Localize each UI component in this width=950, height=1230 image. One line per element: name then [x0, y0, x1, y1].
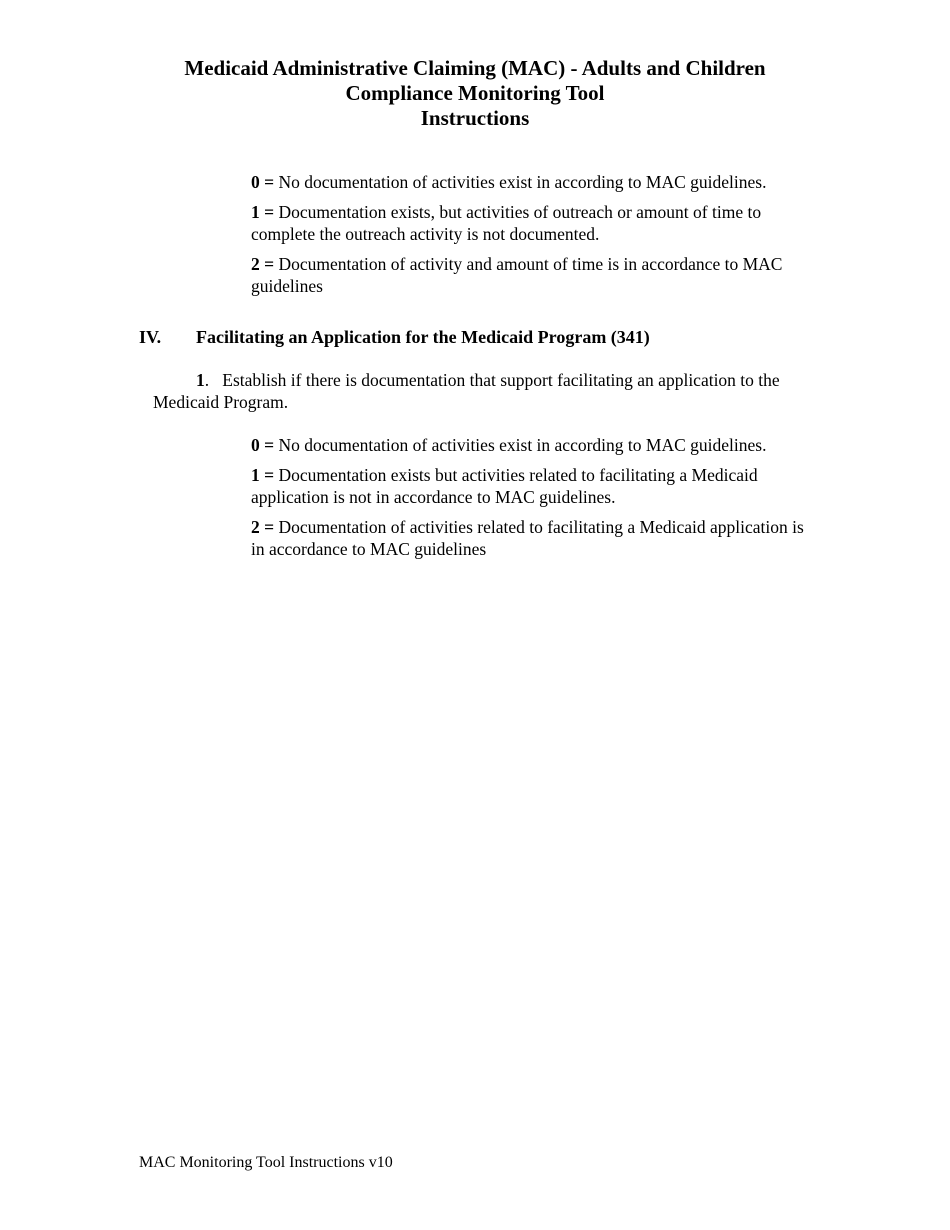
score-separator: =: [259, 517, 279, 537]
score-separator: =: [259, 202, 279, 222]
score-description: Documentation exists, but activities of outreach or amount of time to complete the outreach activity is not documented.: [251, 202, 762, 244]
section-heading: [139, 326, 839, 348]
score-description: Documentation of activities related to facilitating a Medicaid application is in accordance to MAC guidelines: [251, 517, 804, 559]
score-separator: =: [259, 172, 279, 192]
score-value: 1: [251, 465, 260, 485]
score-description: No documentation of activities exist in according to MAC guidelines.: [278, 172, 767, 192]
title-line-2: Compliance Monitoring Tool: [345, 81, 605, 105]
score-separator: =: [259, 435, 279, 455]
question-number: 1: [196, 370, 205, 390]
title-line-1: Medicaid Administrative Claiming (MAC) - Adults and Children: [184, 56, 766, 80]
question-punct: .: [204, 370, 210, 390]
prior-score-2: [251, 253, 811, 297]
score-value: 2: [251, 254, 260, 274]
score-value: 0: [251, 435, 260, 455]
document-title: [0, 56, 950, 131]
section-number: IV.: [139, 327, 162, 347]
title-line-3: Instructions: [420, 106, 530, 130]
question-item: [153, 369, 803, 413]
score-value: 0: [251, 172, 260, 192]
score-value: 2: [251, 517, 260, 537]
prior-score-0: [251, 171, 811, 193]
page-footer: MAC Monitoring Tool Instructions v10: [139, 1154, 393, 1171]
score-value: 1: [251, 202, 260, 222]
prior-score-1: [251, 201, 811, 245]
section-score-0: [251, 434, 811, 456]
section-title: Facilitating an Application for the Medicaid Program (341): [196, 327, 650, 347]
section-score-2: [251, 516, 811, 560]
score-description: Documentation of activity and amount of time is in accordance to MAC guidelines: [251, 254, 783, 296]
score-separator: =: [259, 254, 279, 274]
score-description: No documentation of activities exist in according to MAC guidelines.: [278, 435, 767, 455]
section-score-1: [251, 464, 811, 508]
question-text: Establish if there is documentation that support facilitating an application to the Medicaid Program.: [153, 370, 780, 412]
score-description: Documentation exists but activities related to facilitating a Medicaid application is not in accordance to MAC guidelines.: [251, 465, 758, 507]
score-separator: =: [259, 465, 279, 485]
